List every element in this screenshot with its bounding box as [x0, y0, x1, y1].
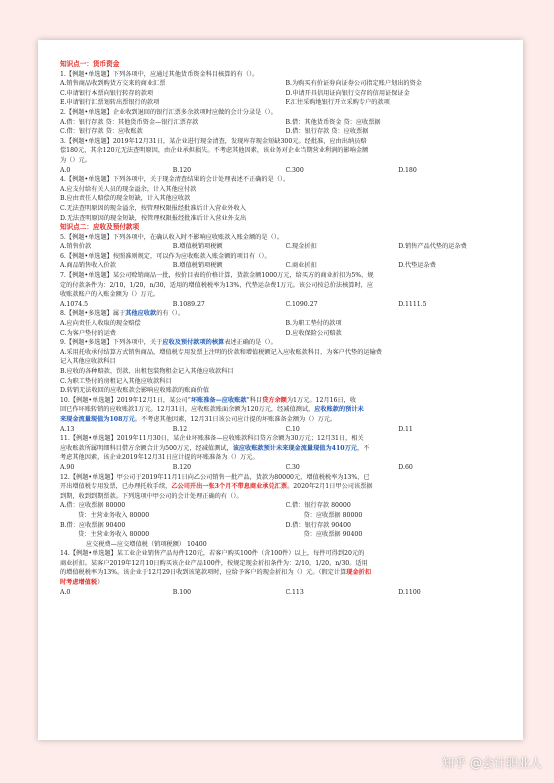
question-14-option-a: A.0	[60, 588, 71, 596]
question-6-option-b: B.增值税销项税额	[172, 262, 223, 270]
question-11-line-2-post: ，不	[356, 444, 370, 452]
question-11-stem-line-2	[60, 444, 511, 454]
question-9-stem	[60, 338, 511, 348]
question-9-stem-pre: 9.【例题•多选题】下列各项中，关于	[60, 339, 163, 347]
question-11-option-d: D.60	[398, 463, 413, 471]
question-12-option-b-credit-2: 应交税费—应交增值税（销项税额） 10400	[86, 540, 207, 548]
question-2-options-row-1	[60, 118, 511, 128]
question-8-option-b: B.为职工垫付的款项	[285, 320, 342, 328]
section-heading-2: 知识点二：应收及预付款项	[60, 223, 140, 232]
question-10-option-b: B.12	[172, 425, 188, 433]
question-3-stem-line-1: 3.【例题•单选题】2019年12月31日，某企业进行现金清查，发现库存现金短缺300元。经批准，应由出纳员赔	[60, 137, 367, 145]
question-7-option-b: B.1089.27	[172, 300, 205, 308]
question-10-line-3-highlight: 来现金流量现值为108万元	[60, 415, 135, 423]
question-12-option-a-debit: A.借：应收票据 80000	[60, 502, 126, 510]
question-1-option-b: B.为购买有价证券向证券公司指定账户划出的资金	[285, 80, 422, 88]
question-3-stem-line-3: 为（）元。	[60, 156, 91, 164]
section-heading-1: 知识点一：货币资金	[60, 60, 120, 68]
question-5-option-a: A.销售价款	[60, 243, 92, 251]
question-4-option-c: C.无法查明原因的现金溢余，按管理权限报经批准后计入营业外收入	[60, 204, 246, 212]
question-10-line-2-highlight: 应收账款的预计未	[314, 406, 364, 414]
question-2-option-d: D.借：银行存款 贷：应收票据	[285, 128, 369, 136]
question-12-stem-line-1: 12.【例题•单选题】甲公司于2019年11月1日向乙公司销售一批产品，货款为80000元，增值税税率为13%，已	[60, 473, 370, 481]
question-10-line-2-pre: 回已作坏账转销的应收账款1万元。12月31日，应收账款账面余额为120万元，经减值测试，	[60, 406, 315, 414]
question-1-options-row-1	[60, 79, 511, 89]
question-10-stem-line-1	[60, 396, 511, 406]
question-4-option-a: A.应支付给有关人员的现金溢余，计入其他应付款	[60, 185, 197, 193]
question-12-option-c-debit: C.借：银行存款 80000	[285, 502, 351, 510]
question-2-option-b: B.借：其他货币资金 贷：应收票据	[285, 118, 381, 126]
question-14-line-3-pre: 的增值税税率为13%。该企业于12月29日收到该笔款项时，应给予客户的现金折扣为（）元。（假定计算	[60, 569, 347, 577]
question-11-line-2-pre: 应收账款所属明细科目借方余额合计为500万元，经减值测试，	[60, 444, 233, 452]
question-2-options-row-2	[60, 127, 511, 137]
question-12-stem-line-2	[60, 482, 511, 492]
question-3-option-c: C.300	[285, 166, 304, 174]
question-3-option-a: A.0	[60, 166, 71, 174]
question-9-option-d: D.转销无法收回的应收账款会影响应收账款的账面价值	[60, 387, 210, 395]
question-7-options	[60, 300, 511, 310]
question-6-option-d: D.代垫运杂费	[398, 262, 436, 270]
question-12-line-2-highlight: 乙公司开出一张3个月不带息商业承兑汇票	[171, 483, 288, 491]
document-content	[60, 60, 511, 597]
question-3-options	[60, 166, 511, 176]
question-6-option-c: C.商业折扣	[285, 262, 317, 270]
question-6-options	[60, 261, 511, 271]
question-12-line-2-post: 。2020年2月1日甲公司该票据	[287, 483, 373, 491]
question-14-line-4-post: ）	[97, 579, 104, 587]
zhihu-watermark: 知乎 @会计职业人	[442, 756, 542, 770]
question-14-option-d: D.1100	[398, 588, 421, 596]
question-7-stem-line-2: 定的付款条件为：2/10，1/20，n/30，适用的增值税税率为13%，代垫运杂费1万元。该公司按总价法核算时，应	[60, 281, 374, 289]
question-9-option-c: C.为职工垫付的房租记入其他应收款科目	[60, 377, 172, 385]
question-11-stem-line-3: 考虑其他因素，该企业2019年12月31日应计提的坏账准备为（）万元。	[60, 454, 259, 462]
question-4-option-b: B.应由责任人赔偿的现金短缺，计入其他应收款	[60, 195, 191, 203]
question-1-option-e: E.申请银行汇票划转出票银行的款项	[60, 99, 160, 107]
question-5-option-d: D.销售产品代垫的运杂费	[398, 243, 467, 251]
question-1-options-row-3	[60, 98, 511, 108]
question-10-stem-line-2	[60, 405, 511, 415]
question-10-line-1-pre: 10.【例题•单选题】2019年12月1日，某公司“	[60, 396, 191, 404]
question-10-option-a: A.13	[60, 425, 75, 433]
question-2-option-c: C.借：银行存款 贷：应收账款	[60, 128, 143, 136]
question-11-stem-line-1: 11.【例题•单选题】2019年11月30日，某企业坏账准备—应收账款科目贷方余额为30万元；12月31日，相关	[60, 435, 364, 443]
question-5-options	[60, 242, 511, 252]
question-2-option-a: A.借：银行存款 贷：其他货币资金—银行汇票存款	[60, 118, 199, 126]
question-10-line-1-mid: ”科目	[246, 396, 263, 404]
question-12-option-d-debit: D.借：银行存款 90400	[285, 521, 351, 529]
question-14-options	[60, 588, 511, 598]
question-10-line-3-post: 。不考虑其他因素，12月31日该公司应计提的坏账准备金额为（）万元。	[134, 415, 337, 423]
question-10-option-d: D.11	[398, 425, 413, 433]
question-1-option-a: A.销售商品收到购货方交来的商业汇票	[60, 80, 166, 88]
question-11-option-a: A.90	[60, 463, 75, 471]
question-12-option-b-debit: B.借：应收票据 90400	[60, 521, 126, 529]
question-10-stem-line-3	[60, 415, 511, 425]
question-10-line-1-highlight-1: 坏账准备—应收账款	[190, 396, 247, 404]
question-8-options-row-1	[60, 319, 511, 329]
question-1-option-d: D.申请开具信用证向银行交存的信用证保证金	[285, 89, 410, 97]
question-14-stem-line-4	[60, 578, 511, 588]
question-14-option-c: C.113	[285, 588, 304, 596]
question-10-option-c: C.10	[285, 425, 300, 433]
question-11-line-2-highlight: 该应收账款预计未来现金流量现值为410万元	[232, 444, 357, 452]
question-14-line-4-highlight: 时考虑增值税	[60, 579, 98, 587]
question-12-stem-line-3: 到期，收到到期票款。下列选项中甲公司的会计处理正确的有（）。	[60, 492, 243, 500]
question-9-option-a-line-1: A.采用托收承付结算方式销售商品，增值税专用发票上注明的价款和增值税额记入应收账款科目，为客户代垫的运输费	[60, 348, 382, 356]
question-12-entries-row-3	[60, 521, 511, 531]
question-7-option-c: C.1090.27	[285, 300, 318, 308]
question-14-line-3-highlight: 现金折扣	[346, 569, 372, 577]
question-12-option-d-credit: 贷：应收票据 90400	[303, 531, 363, 539]
question-11-options	[60, 463, 511, 473]
question-3-option-b: B.120	[172, 166, 192, 174]
question-6-option-a: A.商品销售收入价款	[60, 262, 116, 270]
question-2-stem: 2.【例题•单选题】企业收到退回的银行汇票多余款项时应做的会计分录是（）。	[60, 108, 277, 116]
question-8-stem-highlight: 其他应收款	[125, 310, 157, 318]
question-12-option-c-credit: 贷：应收票据 80000	[303, 511, 363, 519]
question-12-entries-row-1	[60, 501, 511, 511]
question-14-option-b: B.100	[172, 588, 192, 596]
question-11-option-b: B.120	[172, 463, 192, 471]
question-5-option-c: C.现金折扣	[285, 243, 317, 251]
question-12-entries-row-2	[60, 511, 511, 521]
question-7-option-d: D.1111.5	[398, 300, 427, 308]
question-4-stem: 4.【例题•单选题】下列各项中，关于现金清查结果的会计处理表述不正确的是（）。	[60, 176, 290, 184]
question-10-options	[60, 425, 511, 435]
question-5-stem: 5.【例题•单选题】下列各项中，在确认收入时不影响应收账款入账金额的是（）。	[60, 233, 284, 241]
question-9-option-b: B.应收的各种赔款、罚款、出租包装物租金记入其他应收款科目	[60, 368, 234, 375]
question-7-option-a: A.1074.5	[60, 300, 89, 308]
question-12-entries-row-4	[60, 530, 511, 540]
question-1-option-c: C.申请银行本票向银行转存的款项	[60, 89, 154, 97]
question-3-option-d: D.180	[398, 166, 417, 174]
question-12-option-b-credit-1: 贷：主营业务收入 80000	[78, 531, 150, 539]
question-8-option-c: C.为客户垫付的运费	[60, 329, 116, 337]
question-14-stem-line-3	[60, 568, 511, 578]
question-9-stem-post: 表述正确的是（）。	[224, 339, 277, 347]
question-11-option-c: C.30	[285, 463, 300, 471]
question-8-stem-post: 的有（）。	[156, 310, 185, 318]
question-1-option-f: F.汇往采购地银行开立采购专户的款项	[285, 99, 390, 107]
question-9-option-a-line-2: 记入其他应收款科目	[60, 358, 116, 366]
question-8-options-row-2	[60, 329, 511, 339]
question-8-stem	[60, 309, 511, 319]
question-6-stem: 6.【例题•单选题】按照准则规定，可以作为应收账款入账金额的项目有（）。	[60, 252, 271, 260]
question-8-option-d: D.应收保险公司赔款	[285, 329, 342, 337]
question-7-stem-line-1: 7.【例题•单选题】某公司赊销商品一批，按价目表的价格计算，货款金额1000万元，给买方的商业折扣为5%，规	[60, 272, 374, 280]
question-14-stem-line-1: 14.【例题•单选题】某工业企业销售产品每件120元，若客户购买100件（含100件）以上，每件可得到20元的	[60, 550, 365, 558]
question-8-option-a: A.应向责任人收取的现金赔偿	[60, 320, 141, 328]
question-3-stem-line-2: 偿180元，其余120元无法查明原因，由企业承担损失。不考虑其他因素，该业务对企业当期营业利润的影响金额	[60, 147, 369, 155]
question-8-stem-pre: 8.【例题•多选题】属于	[60, 310, 126, 318]
question-14-stem-line-2: 商业折扣。某客户2019年12月10日购买该企业产品100件，按规定现金折扣条件为：2/10，1/20，n/30。适用	[60, 559, 368, 567]
question-7-stem-line-3: 收账款账户的入账金额为（）万元。	[60, 291, 159, 299]
question-9-stem-highlight: 应收及预付款项的核算	[162, 339, 225, 347]
question-10-line-1-post: 为1万元。12月16日，收	[286, 396, 357, 404]
question-10-line-1-highlight-2: 贷方余额	[262, 396, 287, 404]
question-12-option-a-credit: 贷：主营业务收入 80000	[78, 511, 150, 519]
question-12-line-2-pre: 开出增值税专用发票，已办理托收手续，	[60, 483, 172, 491]
question-1-options-row-2	[60, 89, 511, 99]
question-1-stem: 1.【例题•单选题】下列各项中，应通过其他货币资金科目核算的有（）。	[60, 70, 259, 78]
document-page	[38, 40, 523, 740]
question-4-option-d: D.无法查明原因的现金短缺，按管理权限报经批准后计入营业外支出	[60, 214, 247, 222]
question-5-option-b: B.增值税销项税额	[172, 243, 223, 251]
